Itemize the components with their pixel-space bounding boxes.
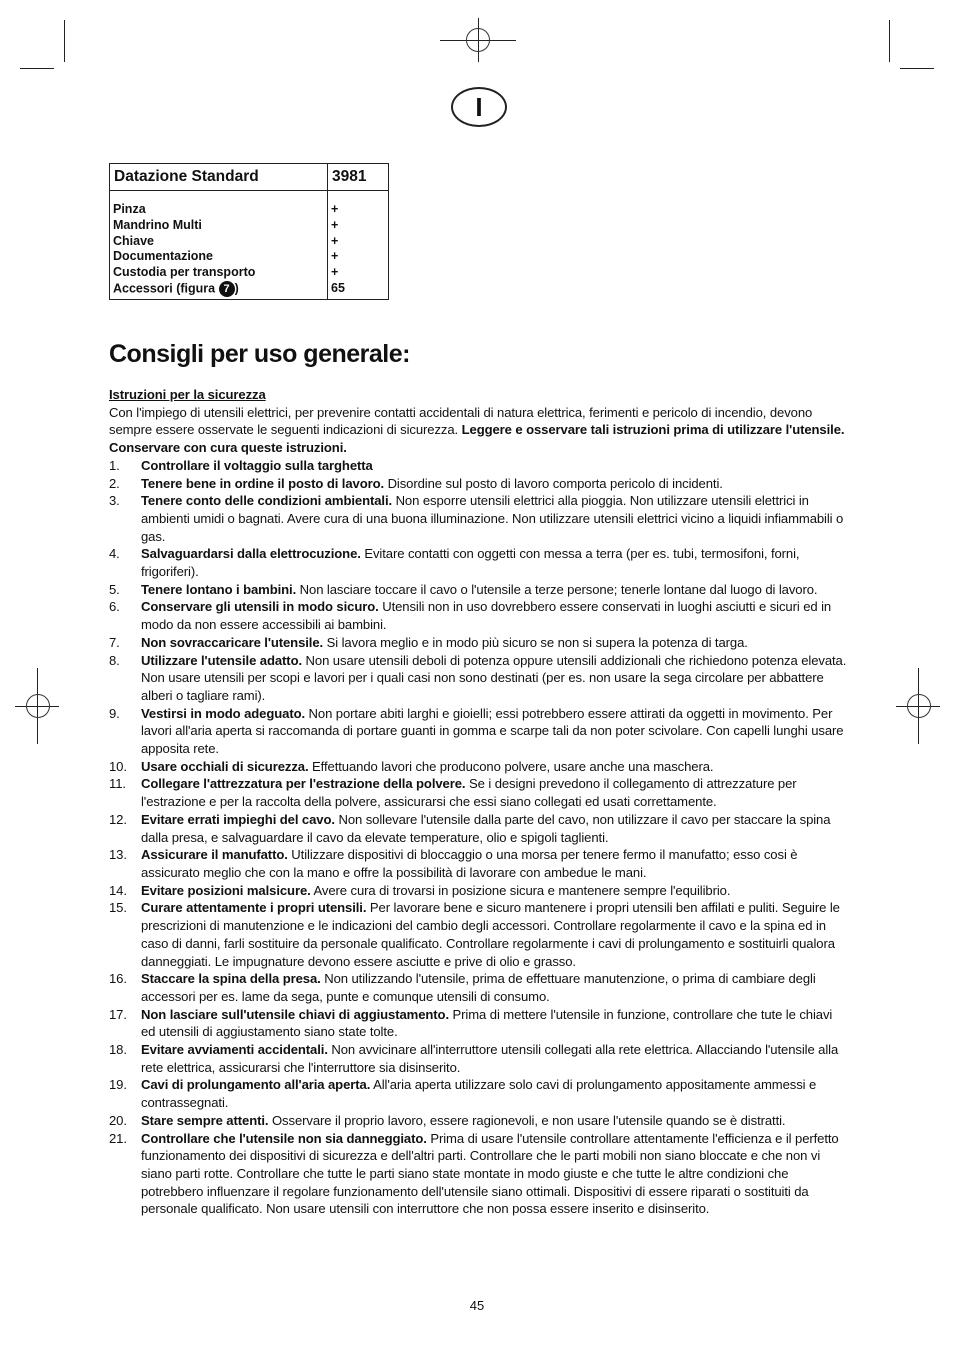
list-item-text: Utilizzare dispositivi di bloccaggio o una morsa per tenere fermo il manufatto; esso cosi è assicurato meglio che con la mano e offre la possibilità di lavorare con ambedue le mani. xyxy=(141,847,798,880)
list-item-text: Non avvicinare all'interruttore utensili collegati alla rete elettrica. Allacciando l'utensile alla rete elettrica, assicurarsi che l'interruttore sia disinserito. xyxy=(141,1042,839,1075)
list-item xyxy=(109,492,849,545)
list-item-text: Per lavorare bene e sicuro mantenere i propri utensili ben affilati e puliti. Seguire le prescrizioni di manutenzione e le indicazioni del cambio degli accessori. Controllare regolarmente il cavo e la spina ed in caso di danni, farli sostituire da personale qualificato. Controllare regolarmente i cavi di prolungamento e sostituirli qualora danneggiati. Le impugnature devono essere asciutte e prive di olio e grasso. xyxy=(141,900,840,969)
list-item-number: 2. xyxy=(109,475,120,491)
item-value: + xyxy=(331,217,339,232)
table-header-label: Datazione Standard xyxy=(110,164,328,191)
list-item-title: Non sovraccaricare l'utensile. xyxy=(141,634,324,650)
list-item xyxy=(109,1041,849,1076)
crop-mark xyxy=(900,68,934,69)
list-item-number: 18. xyxy=(109,1042,127,1058)
list-item-number: 21. xyxy=(109,1130,127,1146)
standard-equipment-table xyxy=(109,163,389,300)
item-name: Custodia per transporto xyxy=(113,265,256,280)
registration-mark xyxy=(466,28,490,52)
item-name: Chiave xyxy=(113,233,154,248)
list-item-title: Evitare errati impieghi del cavo. xyxy=(141,811,335,827)
list-item-number: 1. xyxy=(109,457,120,473)
list-item-title: Controllare che l'utensile non sia danneggiato. xyxy=(141,1130,427,1146)
list-item xyxy=(109,1006,849,1041)
item-value: + xyxy=(331,233,339,248)
list-item-text: Utensili non in uso dovrebbero essere conservati in luoghi asciutti e sicuri ed in modo da non essere accessibili ai bambini. xyxy=(141,599,832,633)
list-item-text: Evitare contatti con oggetti con messa a terra (per es. tubi, termosifoni, forni, frigoriferi). xyxy=(141,546,800,580)
list-item xyxy=(109,705,849,758)
list-item-text: Se i designi prevedono il collegamento di attrezzature per l'estrazione e per la raccolta della polvere, assicurarsi che essi siano collegati ed usati correttamente. xyxy=(141,776,797,810)
list-item xyxy=(109,775,849,810)
list-item xyxy=(109,457,849,475)
list-item-number: 15. xyxy=(109,900,127,916)
list-item xyxy=(109,1076,849,1111)
list-item-text: Avere cura di trovarsi in posizione sicura e mantenere sempre l'equilibrio. xyxy=(310,882,731,898)
list-item-number: 8. xyxy=(109,652,120,668)
table-header-model: 3981 xyxy=(328,164,389,191)
item-values-cell xyxy=(328,191,389,300)
list-item-number: 17. xyxy=(109,1006,127,1022)
list-item-title: Tenere lontano i bambini. xyxy=(141,581,297,597)
intro-bold-text: Leggere e osservare tali istruzioni prima di utilizzare l'utensile. Conservare con cura queste istruzioni. xyxy=(109,422,845,456)
list-item xyxy=(109,545,849,580)
safety-instructions-list xyxy=(109,457,849,1218)
list-item-title: Salvaguardarsi dalla elettrocuzione. xyxy=(141,546,361,562)
list-item xyxy=(109,899,849,970)
registration-mark xyxy=(26,694,50,718)
list-item-title: Usare occhiali di sicurezza. xyxy=(141,758,309,774)
list-item xyxy=(109,811,849,846)
page-number: 45 xyxy=(469,1298,485,1313)
figure-number-icon: 7 xyxy=(219,281,235,297)
list-item-text: Non lasciare toccare il cavo o l'utensile a terze persone; tenerle lontane dal luogo di lavoro. xyxy=(296,581,818,597)
list-item-text: Disordine sul posto di lavoro comporta pericolo di incidenti. xyxy=(384,475,723,491)
list-item-text: Non sollevare l'utensile dalla parte del cavo, non utilizzare il cavo per staccare la spina dalla presa, e salvaguardare il cavo da elevate temperature, olio e spigoli taglienti. xyxy=(141,811,831,845)
crop-mark xyxy=(64,20,65,62)
list-item-number: 4. xyxy=(109,546,120,562)
crop-mark xyxy=(20,68,54,69)
list-item-title: Staccare la spina della presa. xyxy=(141,971,321,987)
list-item-number: 20. xyxy=(109,1112,127,1128)
list-item-title: Cavi di prolungamento all'aria aperta. xyxy=(141,1077,371,1093)
list-item-text: Si lavora meglio e in modo più sicuro se non si supera la potenza di targa. xyxy=(323,634,748,650)
list-item-number: 7. xyxy=(109,634,120,650)
list-item xyxy=(109,598,849,633)
list-item-title: Utilizzare l'utensile adatto. xyxy=(141,652,303,668)
list-item xyxy=(109,475,849,493)
list-item xyxy=(109,652,849,705)
list-item-text: Prima di mettere l'utensile in funzione, controllare che tute le chiavi ed utensili di aggiustamento siano state tolte. xyxy=(141,1006,833,1040)
table-header-row xyxy=(110,164,389,191)
item-name-suffix: ) xyxy=(234,281,239,296)
list-item xyxy=(109,1130,849,1219)
list-item-title: Assicurare il manufatto. xyxy=(141,847,288,863)
section-intro xyxy=(109,404,849,457)
list-item-number: 5. xyxy=(109,581,120,597)
list-item-text: Non esporre utensili elettrici alla pioggia. Non utilizzare utensili elettrici in ambienti umidi o bagnati. Avere cura di una buona illuminazione. Non utilizzare utensili elettrici vicino a liquidi infiammabili o gas. xyxy=(141,493,844,544)
list-item-number: 12. xyxy=(109,811,127,827)
list-item-number: 3. xyxy=(109,493,120,509)
list-item-title: Controllare il voltaggio sulla targhetta xyxy=(141,457,373,473)
list-item-number: 10. xyxy=(109,758,127,774)
registration-mark xyxy=(907,694,931,718)
list-item-title: Tenere bene in ordine il posto di lavoro. xyxy=(141,475,385,491)
item-name: Mandrino Multi xyxy=(113,217,202,232)
list-item-title: Evitare avviamenti accidentali. xyxy=(141,1042,328,1058)
item-names-cell xyxy=(110,191,328,300)
list-item-title: Stare sempre attenti. xyxy=(141,1112,269,1128)
list-item-title: Curare attentamente i propri utensili. xyxy=(141,900,367,916)
intro-text: Con l'impiego di utensili elettrici, per prevenire contatti accidentali di natura elettrica, ferimenti e pericolo di incendio, devono sempre essere osservate le seguenti indicazioni di sicurezza. xyxy=(109,404,813,438)
item-name-accessories xyxy=(113,281,324,297)
list-item-title: Tenere conto delle condizioni ambientali. xyxy=(141,493,393,509)
list-item-number: 9. xyxy=(109,705,120,721)
language-badge: I xyxy=(451,87,507,127)
safety-section xyxy=(109,386,849,1218)
list-item xyxy=(109,882,849,900)
list-item-text: Prima di usare l'utensile controllare attentamente l'efficienza e il perfetto funzionamento dei dispositivi di sicurezza e dell'altri parti. Controllare che le parti mobili non siano bloccate e che non vi siano parti rotte. Controllare che tutte le parti siano state montate in modo giuste e che tutte le altre condizioni che potrebbero influenzare il regolare funzionamento dell'utensile siano ottimali. Dispositivi di essere riparati o sostituiti da personale qualificato. Non usare utensili con interruttore che non possa essere inserito e disinserito. xyxy=(141,1130,839,1217)
list-item-text: Osservare il proprio lavoro, essere ragionevoli, e non usare l'utensile quando se è distratti. xyxy=(268,1112,786,1128)
item-name: Accessori (figura xyxy=(113,281,216,296)
list-item xyxy=(109,758,849,776)
list-item-text: Non utilizzando l'utensile, prima de effettuare manutenzione, o prima di cambiare degli accessori per es. lame da sega, punte e comunque utensili di consumo. xyxy=(141,971,816,1004)
list-item-title: Evitare posizioni malsicure. xyxy=(141,882,311,898)
list-item xyxy=(109,846,849,881)
item-value: + xyxy=(331,202,339,216)
list-item xyxy=(109,581,849,599)
list-item-title: Collegare l'attrezzatura per l'estrazione della polvere. xyxy=(141,776,466,792)
list-item xyxy=(109,1112,849,1130)
list-item xyxy=(109,634,849,652)
item-value: + xyxy=(331,265,339,280)
list-item-title: Vestirsi in modo adeguato. xyxy=(141,705,306,721)
list-item-number: 16. xyxy=(109,971,127,987)
item-name: Pinza xyxy=(113,202,146,216)
list-item-number: 13. xyxy=(109,847,127,863)
item-value: 65 xyxy=(331,280,345,295)
list-item-text: Non portare abiti larghi e gioielli; essi potrebbero essere attirati da oggetti in movimento. Per lavori all'aria aperta si raccomanda di portare guanti in gomma e scarpe tali da non poter scivolare. Con capelli lunghi usare apposita rete. xyxy=(141,705,844,757)
list-item-text: All'aria aperta utilizzare solo cavi di prolungamento appositamente ammessi e contrassegnati. xyxy=(141,1077,817,1111)
list-item xyxy=(109,970,849,1005)
list-item-number: 19. xyxy=(109,1077,127,1093)
list-item-number: 14. xyxy=(109,882,127,898)
table-items-row xyxy=(110,191,389,300)
list-item-number: 11. xyxy=(109,776,126,792)
list-item-title: Conservare gli utensili in modo sicuro. xyxy=(141,599,379,615)
crop-mark xyxy=(889,20,890,62)
list-item-text: Non usare utensili deboli di potenza oppure utensili addizionali che richiedono potenza elevata. Non usare utensili per scopi e lavori per i quali casi non sono destinati (per es. non usare la sega circolare per abbattere alberi o tagliare rami). xyxy=(141,652,847,703)
item-name: Documentazione xyxy=(113,249,214,264)
item-value: + xyxy=(331,249,339,264)
list-item-title: Non lasciare sull'utensile chiavi di aggiustamento. xyxy=(141,1006,449,1022)
list-item-number: 6. xyxy=(109,599,120,615)
list-item-text: Effettuando lavori che producono polvere, usare anche una maschera. xyxy=(308,758,714,774)
section-heading: Istruzioni per la sicurezza xyxy=(109,387,266,402)
page-title: Consigli per uso generale: xyxy=(109,340,410,368)
